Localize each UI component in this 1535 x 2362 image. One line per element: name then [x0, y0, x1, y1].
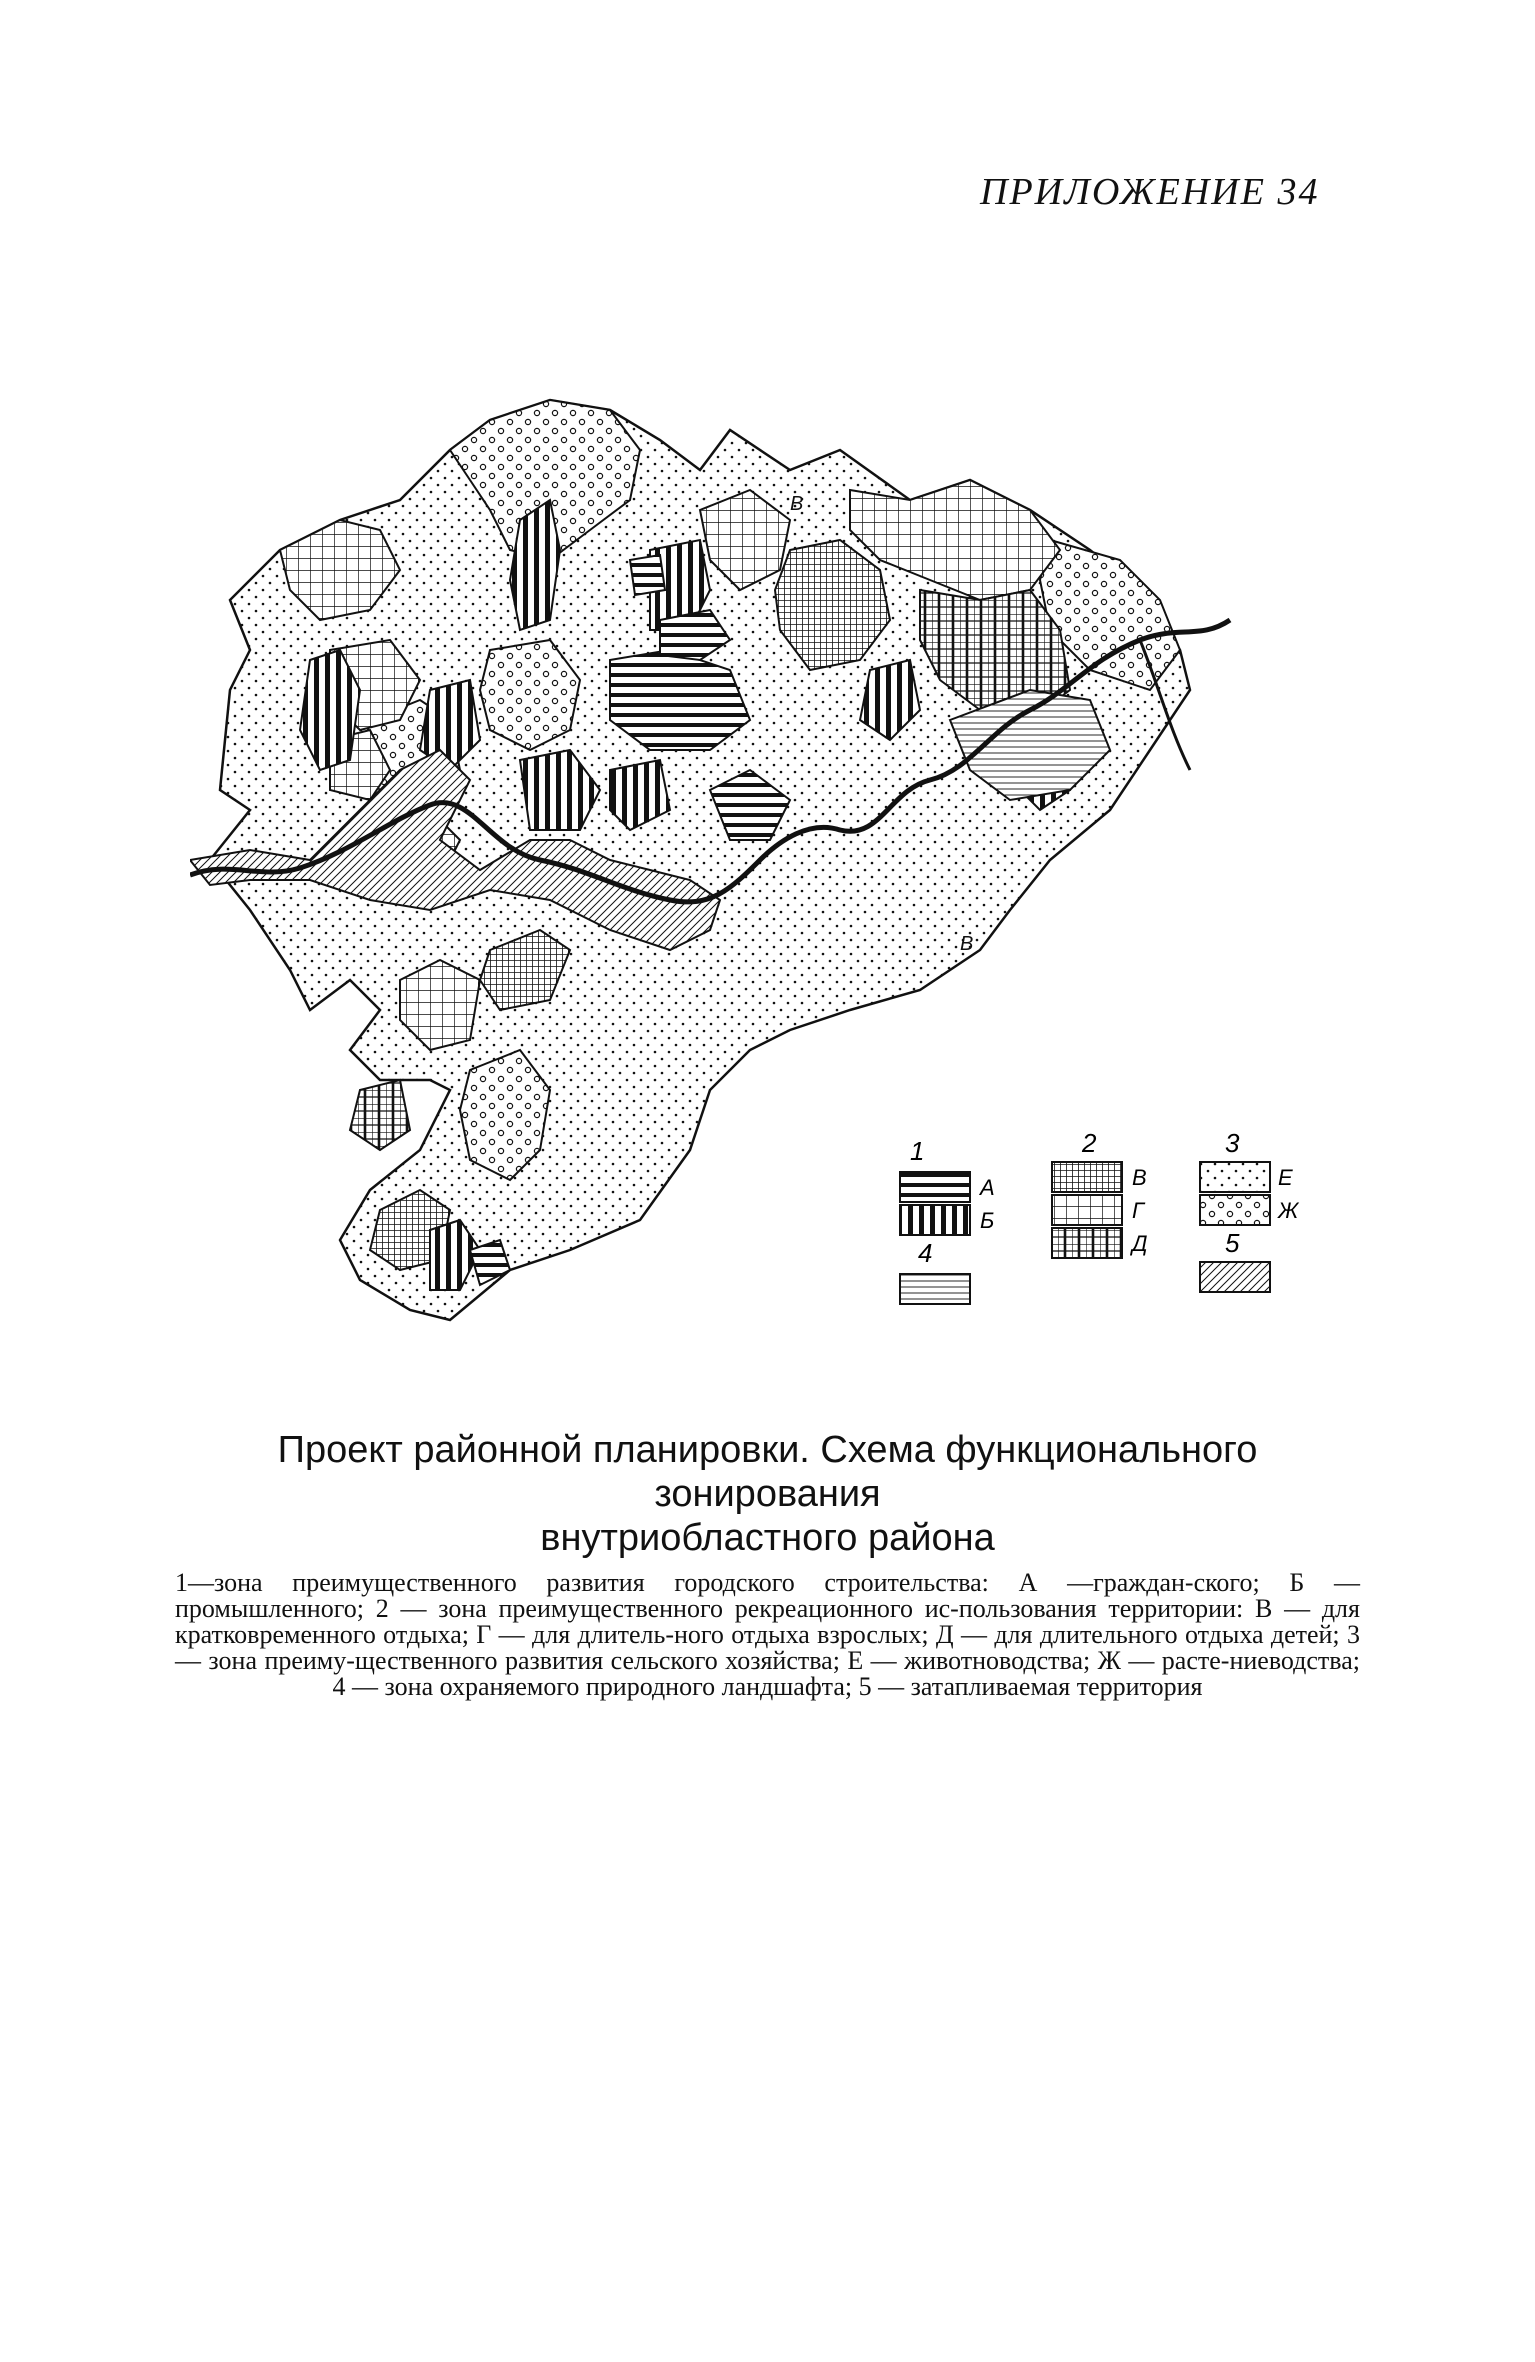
zone-a — [630, 555, 665, 595]
legend-letter-1b: Б — [980, 1208, 995, 1233]
legend-swatch-1a — [900, 1172, 970, 1202]
page-header: ПРИЛОЖЕНИЕ 34 — [980, 171, 1320, 213]
legend-swatch-3e — [1200, 1162, 1270, 1192]
legend — [900, 1128, 1300, 1304]
legend-swatch-1b — [900, 1205, 970, 1235]
legend-letter-2g: Г — [1132, 1198, 1144, 1223]
zone-d — [350, 1080, 410, 1150]
map-label: В — [790, 493, 804, 515]
zoning-map — [190, 390, 1340, 1340]
legend-number-1: 1 — [910, 1136, 925, 1166]
legend-letter-2v: В — [1132, 1165, 1147, 1190]
legend-letter-2d: Д — [1132, 1231, 1148, 1256]
map-label: В — [960, 933, 974, 955]
legend-swatch-2d — [1052, 1228, 1122, 1258]
figure-caption — [175, 1428, 1360, 1700]
caption-body: 1—зона преимущественного развития городского строительства: А —граждан-ского; Б — промышленного; 2 — зона преимущественного рекреационного ис-пользования территории: В — для кратковременного отдыха; Г — для длитель-ного отдыха взрослых; Д — для длительного отдыха детей; 3 — зона преиму-щественного развития сельского хозяйства; Е — животноводства; Ж — расте-ниеводства; 4 — зона охраняемого природного ландшафта; 5 — затапливаемая территория — [175, 1568, 1360, 1701]
legend-letter-1a: А — [980, 1175, 995, 1200]
legend-number-5: 5 — [1225, 1228, 1240, 1258]
caption-title-line2: внутриобластного района — [540, 1517, 995, 1559]
legend-letter-3zh: Ж — [1278, 1198, 1299, 1223]
legend-swatch-2g — [1052, 1195, 1122, 1225]
legend-swatch-2v — [1052, 1162, 1122, 1192]
caption-title-line1: Проект районной планировки. Схема функционального зонирования — [277, 1429, 1258, 1515]
legend-swatch-3zh — [1200, 1195, 1270, 1225]
legend-number-4: 4 — [918, 1238, 933, 1268]
legend-number-3: 3 — [1225, 1128, 1240, 1158]
legend-number-2: 2 — [1082, 1128, 1097, 1158]
legend-letter-3e: Е — [1278, 1165, 1293, 1190]
legend-swatch-4 — [900, 1274, 970, 1304]
legend-swatch-5 — [1200, 1262, 1270, 1292]
